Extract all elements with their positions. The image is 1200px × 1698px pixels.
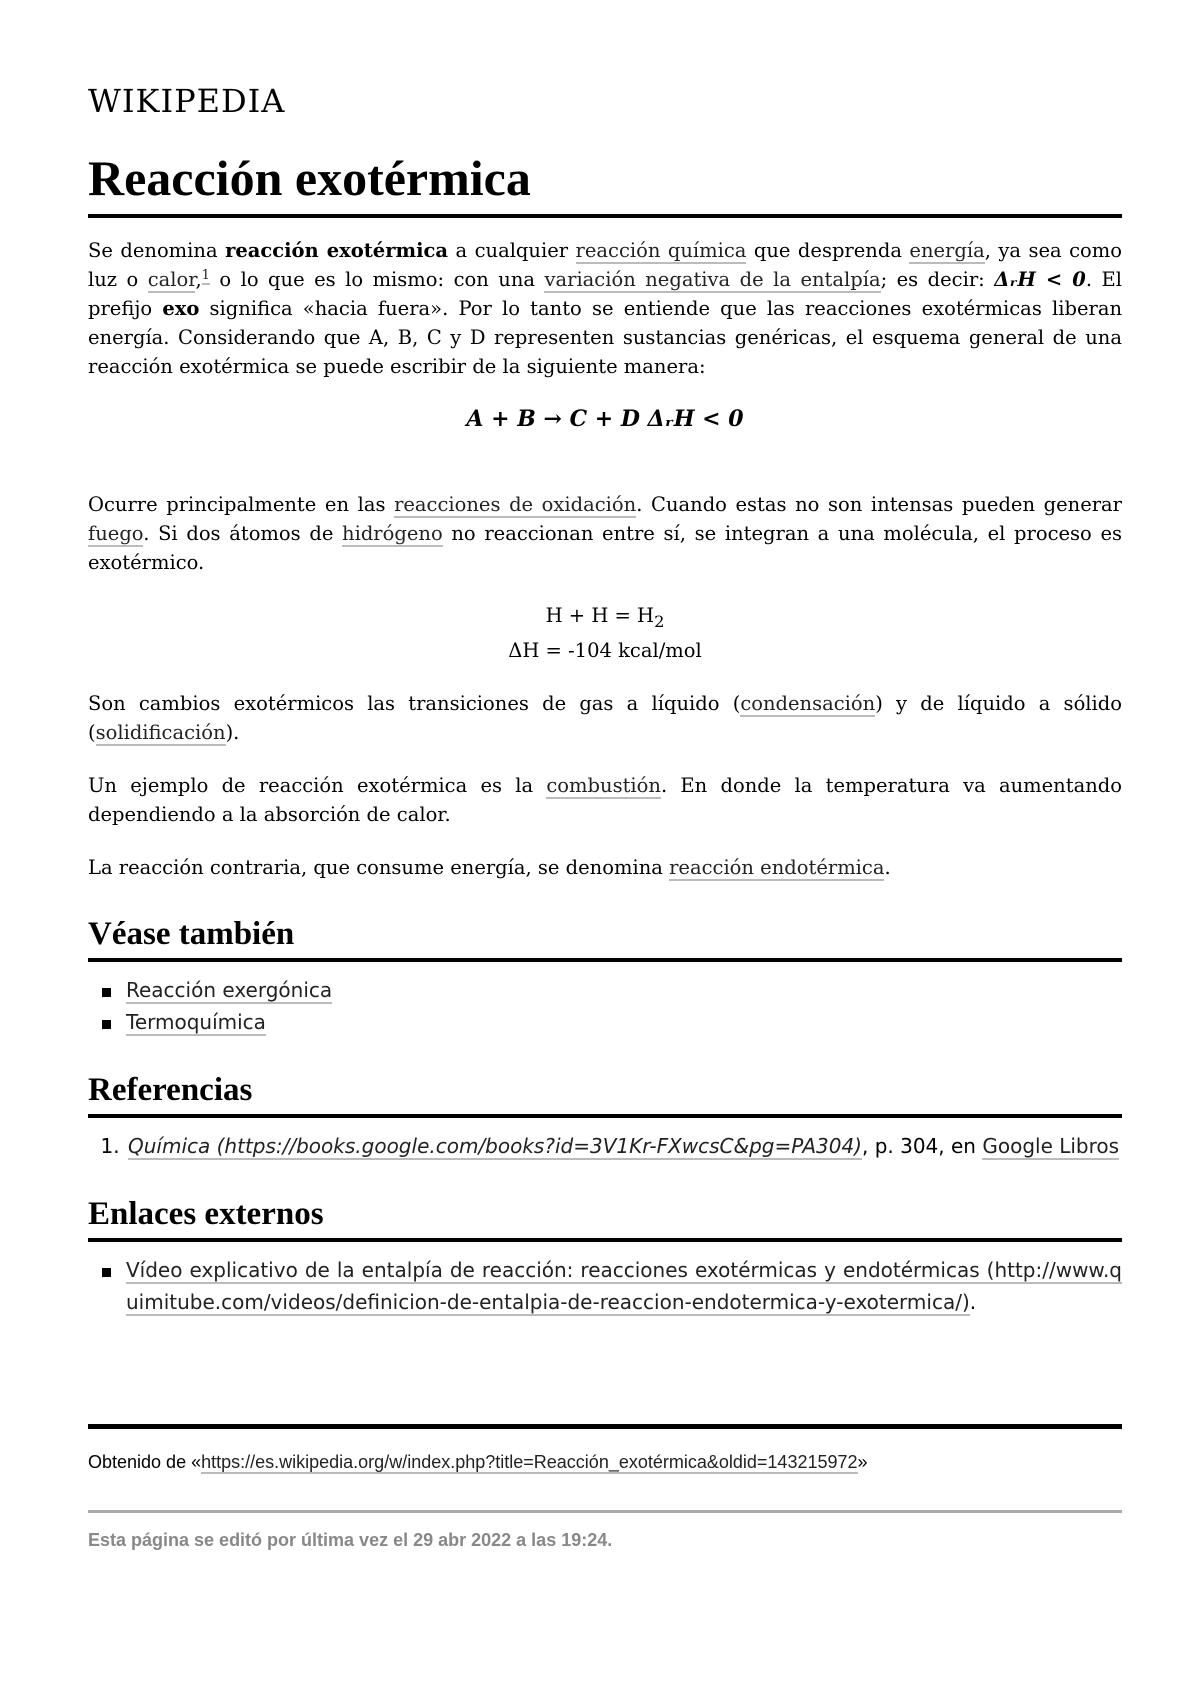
external-links-heading: Enlaces externos: [88, 1192, 1122, 1242]
reference-link-1[interactable]: 1: [201, 267, 210, 283]
hydrogen-equation: $H + H = H_2$ ΔH = -104 kcal/mol: [508, 604, 702, 662]
footer-divider: [88, 1424, 1122, 1429]
combustion-paragraph: Un ejemplo de reacción exotérmica es la combustión. En donde la temperatura va aumentando dependiendo a la absorción de calor.: [88, 773, 1122, 826]
reference-item: 1. Química (https://books.google.com/books?id=3V1Kr-FXwcsC&pg=PA304), p. 304, en Google Libros: [126, 1130, 1122, 1162]
oxidation-paragraph: Ocurre principalmente en las reacciones de oxidación. Cuando estas no son intensas pueden generar fuego. Si dos átomos de hidrógeno no reaccionan entre sí, se integran a una molécula, el proceso es exotérmico.: [88, 493, 1123, 574]
see-also-list: [88, 974, 1122, 1038]
reference-source-link[interactable]: Química (https://books.google.com/books?id=3V1Kr-FXwcsC&pg=PA304): [128, 1133, 862, 1158]
list-item: [126, 974, 1122, 1006]
link-fuego[interactable]: fuego: [88, 522, 144, 545]
link-solidificacion[interactable]: solidificación: [95, 720, 226, 744]
article-content: [88, 236, 1122, 1328]
link-reaccion-exergonica[interactable]: Reacción exergónica: [126, 977, 333, 1002]
reaction-equation: A + B → C + D ΔᵣH < 0: [466, 406, 744, 432]
link-calor[interactable]: calor: [147, 268, 196, 291]
link-energia[interactable]: energía: [909, 239, 985, 262]
endothermic-paragraph: La reacción contraria, que consume energía, se denomina reacción endotérmica.: [88, 855, 891, 879]
page-title: Reacción exotérmica: [88, 146, 1122, 218]
see-also-heading: Véase también: [88, 912, 1122, 962]
link-reacciones-oxidacion[interactable]: reacciones de oxidación: [394, 493, 637, 516]
bold-prefix: exo: [162, 297, 200, 320]
link-termoquimica[interactable]: Termoquímica: [126, 1009, 266, 1034]
wikipedia-logo[interactable]: WIKIPEDIA: [88, 82, 286, 120]
retrieved-from: Obtenido de «https://es.wikipedia.org/w/index.php?title=Reacción_exotérmica&oldid=143215972»: [88, 1452, 868, 1472]
link-condensacion[interactable]: condensación: [740, 691, 876, 715]
link-google-libros[interactable]: Google Libros: [982, 1133, 1120, 1158]
intro-paragraph: Se denomina reacción exotérmica a cualquier reacción química que desprenda energía, ya sea como luz o calor,$^1$ o lo que es lo mismo: con una variación negativa de la entalpía; es decir: ΔᵣH < 0. El prefijo exo significa «hacia fuera». Por lo tanto se entiende que las reacciones exotérmicas liberan energía. Considerando que A, B, C y D representen sustancias genéricas, el esquema general de una reacción exotérmica se puede escribir de la siguiente manera:: [88, 239, 1123, 378]
last-modified: Esta página se editó por última vez el 29 abr 2022 a las 19:24.: [88, 1530, 613, 1550]
link-combustion[interactable]: combustión: [546, 773, 661, 797]
link-quimitube-video[interactable]: Vídeo explicativo de la entalpía de reacción: reacciones exotérmicas y endotérmicas (http://www.quimitube.com/videos/definicion-de-entalpia-de-reaccion-endotermica-y-exotermica/): [126, 1257, 1122, 1314]
link-variacion-entalpia[interactable]: variación negativa de la entalpía: [544, 268, 881, 291]
references-list: [88, 1130, 1122, 1162]
bold-term: reacción exotérmica: [225, 239, 449, 262]
phase-change-paragraph: Son cambios exotérmicos las transiciones de gas a líquido (condensación) y de líquido a sólido (solidificación).: [88, 691, 1123, 744]
footer-grey-divider: [88, 1510, 1122, 1513]
list-item: [126, 1006, 1122, 1038]
link-reaccion-endotermica[interactable]: reacción endotérmica: [669, 855, 885, 879]
external-links-list: [88, 1254, 1122, 1318]
list-item: Vídeo explicativo de la entalpía de reacción: reacciones exotérmicas y endotérmicas (http://www.quimitube.com/videos/definicion-de-entalpia-de-reaccion-endotermica-y-exotermica/).: [126, 1254, 1122, 1318]
inline-math: ΔᵣH < 0: [994, 268, 1086, 291]
link-reaccion-quimica[interactable]: reacción química: [575, 239, 747, 262]
references-heading: Referencias: [88, 1068, 1122, 1118]
link-hidrogeno[interactable]: hidrógeno: [342, 522, 443, 545]
permalink[interactable]: https://es.wikipedia.org/w/index.php?title=Reacción_exotérmica&oldid=143215972: [201, 1452, 858, 1472]
